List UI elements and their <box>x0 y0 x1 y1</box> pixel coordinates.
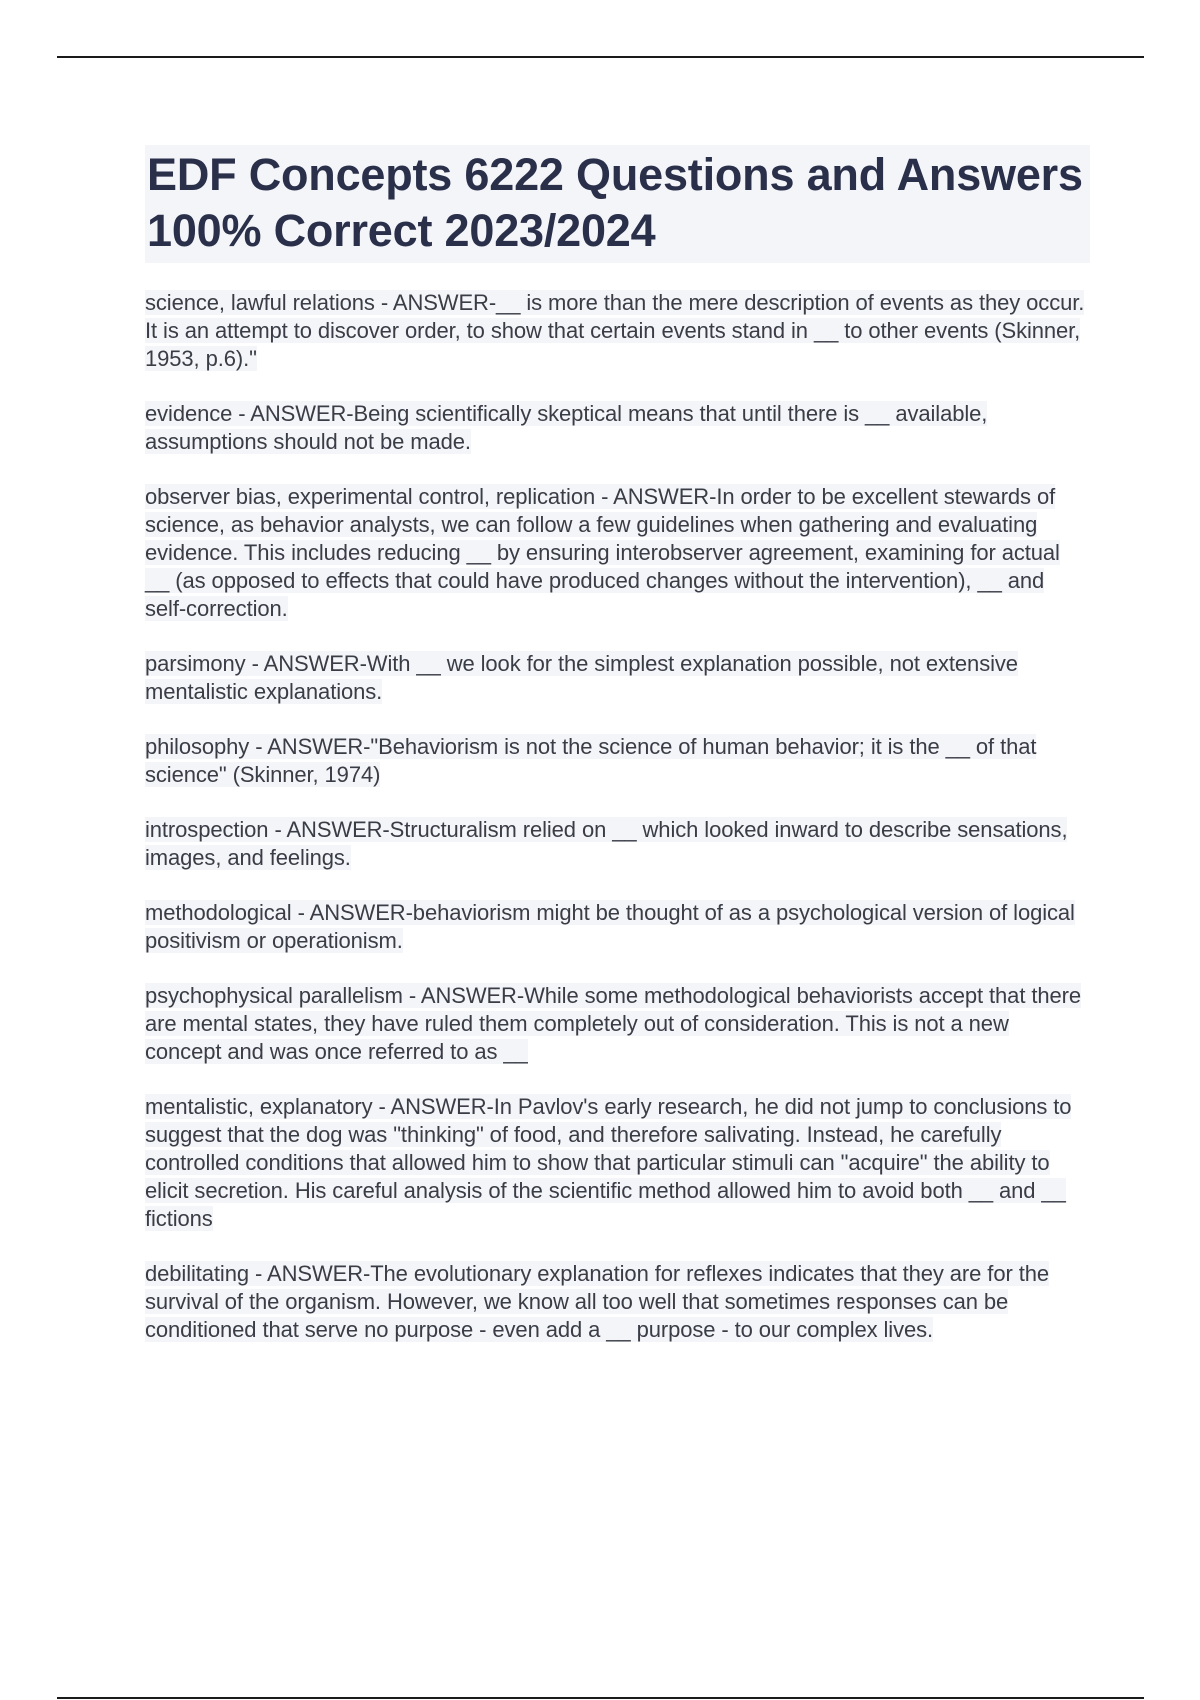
top-divider <box>57 56 1144 58</box>
qa-item-text: observer bias, experimental control, replication - ANSWER-In order to be excellent stewards of science, as behavior analysts, we can follow a few guidelines when gathering and evaluating evidence. This includes reducing __ by ensuring interobserver agreement, examining for actual __ (as opposed to effects that could have produced changes without the intervention), __ and self-correction. <box>145 484 1060 621</box>
qa-item-text: psychophysical parallelism - ANSWER-While some methodological behaviorists accept that there are mental states, they have ruled them completely out of consideration. This is not a new concept and was once referred to as __ <box>145 983 1081 1064</box>
qa-item <box>145 816 1090 872</box>
document-body <box>145 145 1090 1371</box>
qa-item <box>145 400 1090 456</box>
qa-item-text: parsimony - ANSWER-With __ we look for the simplest explanation possible, not extensive mentalistic explanations. <box>145 651 1018 704</box>
qa-item-text: introspection - ANSWER-Structuralism relied on __ which looked inward to describe sensations, images, and feelings. <box>145 817 1068 870</box>
qa-item <box>145 982 1090 1066</box>
bottom-divider <box>57 1697 1144 1699</box>
qa-item-text: science, lawful relations - ANSWER-__ is more than the mere description of events as they occur. It is an attempt to discover order, to show that certain events stand in __ to other events (Skinner, 1953, p.6)." <box>145 290 1085 371</box>
qa-item-text: methodological - ANSWER-behaviorism might be thought of as a psychological version of logical positivism or operationism. <box>145 900 1075 953</box>
qa-list <box>145 289 1090 1344</box>
document-title: EDF Concepts 6222 Questions and Answers 100% Correct 2023/2024 <box>145 145 1090 263</box>
qa-item-text: evidence - ANSWER-Being scientifically skeptical means that until there is __ available, assumptions should not be made. <box>145 401 988 454</box>
qa-item <box>145 733 1090 789</box>
qa-item <box>145 1093 1090 1233</box>
qa-item <box>145 289 1090 373</box>
qa-item <box>145 650 1090 706</box>
qa-item-text: mentalistic, explanatory - ANSWER-In Pavlov's early research, he did not jump to conclusions to suggest that the dog was "thinking" of food, and therefore salivating. Instead, he carefully controlled conditions that allowed him to show that particular stimuli can "acquire" the ability to elicit secretion. His careful analysis of the scientific method allowed him to avoid both __ and __ fictions <box>145 1094 1072 1231</box>
qa-item-text: debilitating - ANSWER-The evolutionary explanation for reflexes indicates that they are for the survival of the organism. However, we know all too well that sometimes responses can be conditioned that serve no purpose - even add a __ purpose - to our complex lives. <box>145 1261 1049 1342</box>
qa-item <box>145 1260 1090 1344</box>
qa-item <box>145 899 1090 955</box>
qa-item-text: philosophy - ANSWER-"Behaviorism is not the science of human behavior; it is the __ of that science" (Skinner, 1974) <box>145 734 1037 787</box>
qa-item <box>145 483 1090 623</box>
